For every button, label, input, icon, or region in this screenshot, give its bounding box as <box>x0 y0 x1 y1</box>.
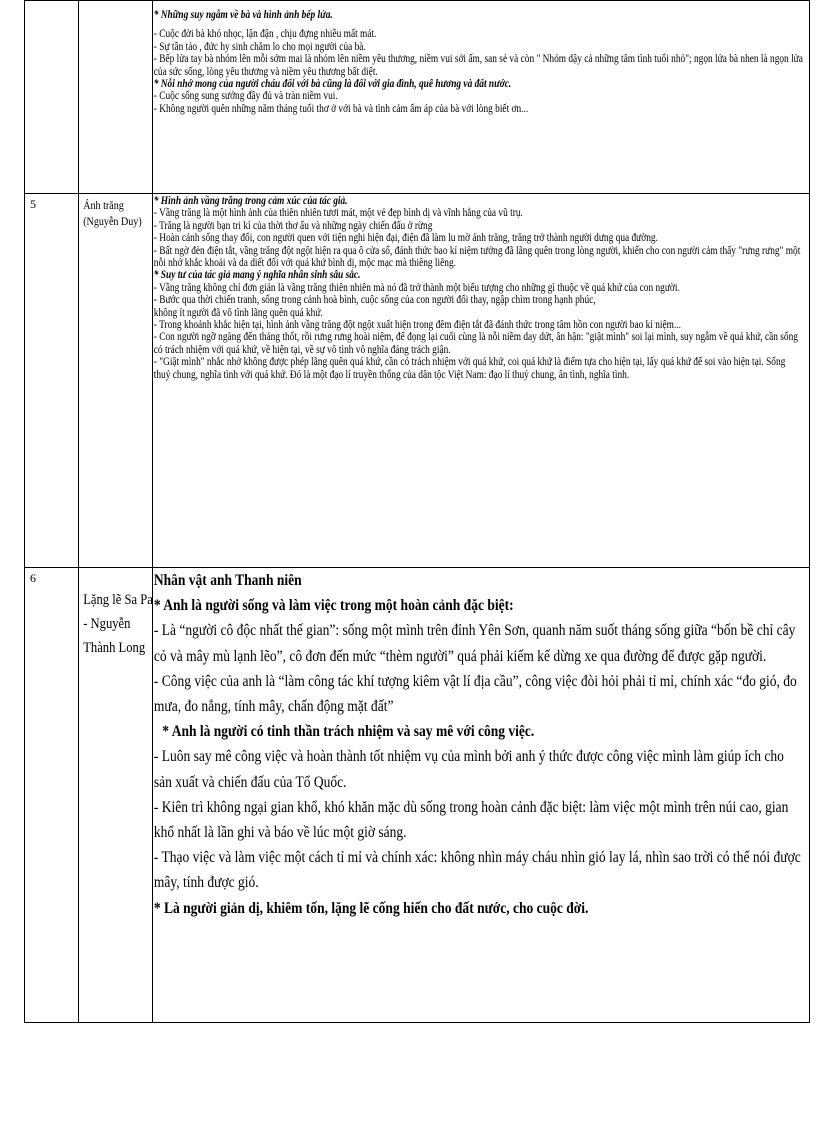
content-block <box>153 1 804 114</box>
literature-table <box>24 0 810 1023</box>
content-heading: * Anh là người sống và làm việc trong một hoàn cảnh đặc biệt: <box>154 597 514 615</box>
content-cell <box>153 194 810 568</box>
work-title-cell: Lặng lẽ Sa Pa - Nguyễn Thành Long <box>79 568 153 1023</box>
content-line: - Thạo việc và làm việc một cách tỉ mỉ và chính xác: không nhìn máy cháu nhìn gió lay lá, nhìn sao trời có thể nói được mây, tính được gió. <box>154 849 801 892</box>
work-title-cell: Ánh trăng (Nguyễn Duy) <box>79 194 153 568</box>
content-line: - "Giật mình" nhắc nhở không được phép lãng quên quá khứ, cần có trách nhiệm với quá khứ, coi quá khứ là điểm tựa cho hiện tại, lấy quá khứ để soi vào hiện tại. Sống thuỷ chung, nghĩa tình với quá khứ. Đó là một đạo lí truyền thống của dân tộc Việt Nam: đạo lí thuỷ chung, ân tình, nghĩa tình. <box>153 354 786 381</box>
content-line: - Là “người cô độc nhất thế gian”: sống một mình trên đỉnh Yên Sơn, quanh năm suốt tháng sống giữa “bốn bề chỉ cây cỏ và mây mù lạnh lẽo”, cô đơn đến mức “thèm người” quá phải kiếm kế dừng xe qua đường để được gặp người. <box>154 622 796 665</box>
content-line: - Vầng trăng không chỉ đơn giản là vầng trăng thiên nhiên mà nó đã trở thành một biểu tượng cho những gì thuộc về quá khứ của con người. <box>153 279 680 294</box>
content-heading: * Nỗi nhớ mong của người cháu đối với bà cũng là đối với gia đình, quê hương và đất nước. <box>153 76 512 91</box>
content-heading: * Hình ảnh vầng trăng trong cảm xúc của tác giả. <box>153 193 348 207</box>
content-line: - Kiên trì không ngại gian khổ, khó khăn mặc dù sống trong hoàn cảnh đặc biệt: làm việc một mình trên núi cao, gian khổ nhất là lần ghi và báo về lúc một giờ sáng. <box>154 798 789 842</box>
content-line: - Trăng là người bạn tri kỉ của thời thơ ấu và những ngày chiến đấu ở rừng <box>153 217 433 232</box>
content-heading: Nhân vật anh Thanh niên <box>154 572 302 589</box>
table-row <box>25 1 810 194</box>
content-line: - Cuộc đời bà khó nhọc, lận đận , chịu đựng nhiều mất mát. <box>153 26 377 41</box>
content-line: - Hoàn cảnh sống thay đổi, con người quen với tiện nghi hiện đại, điện đã làm lu mờ ánh trăng, trăng trở thành người dưng qua đường. <box>153 230 659 245</box>
content-line: không ít người đã vô tình lãng quên quá khứ. <box>153 304 323 319</box>
content-line: - Cuộc sống sung sướng đầy đủ và tràn niềm vui. <box>153 88 338 103</box>
content-heading: * Những suy ngẫm về bà và hình ảnh bếp lửa. <box>153 7 333 21</box>
content-line: - Không người quên những năm tháng tuổi thơ ở với bà và tình cảm ấm áp của bà với lòng biết ơn... <box>153 100 529 115</box>
content-block <box>153 568 804 921</box>
content-line: - Sự tần tảo , đức hy sinh chăm lo cho mọi người của bà. <box>153 38 366 53</box>
row-number-cell: 6 <box>25 568 79 1023</box>
content-heading: * Là người giản dị, khiêm tốn, lặng lẽ cống hiến cho đất nước, cho cuộc đời. <box>154 899 589 917</box>
content-line: - Bất ngờ đèn điện tắt, vầng trăng đột ngột hiện ra qua ô cửa sổ, đánh thức bao kỉ niệm tưởng đã lãng quên trong lòng người, khiến cho con người cảm thấy "rưng rưng" một nỗi nhớ khắc khoải và da diết đối với quá khứ bình dị, mộc mạc mà thiêng liêng. <box>153 242 801 270</box>
row-number-cell: 5 <box>25 194 79 568</box>
table-row <box>25 194 810 568</box>
content-heading: * Anh là người có tinh thần trách nhiệm và say mê với công việc. <box>162 723 535 741</box>
table-row <box>25 568 810 1023</box>
content-line: - Công việc của anh là “làm công tác khí tượng kiêm vật lí địa cầu”, công việc đòi hỏi phải tỉ mỉ, chính xác “đo gió, đo mưa, đo nắng, tính mây, chấn động mặt đất” <box>154 672 797 716</box>
content-line: - Bếp lửa tay bà nhóm lên mỗi sớm mai là nhóm lên niềm yêu thương, niềm vui sởi ấm, san sẻ và còn " Nhóm dậy cả những tâm tình tuổi nhỏ"; ngọn lửa bà nhen là ngọn lửa của sức sống, lòng yêu thương và niềm yêu thương bất diệt. <box>153 51 804 78</box>
row-number-cell <box>25 1 79 194</box>
content-line: - Con người ngỡ ngàng đến thảng thốt, rồi rưng rưng hoài niệm, để đọng lại cuối cùng là nỗi niềm day dứt, ân hận: "giật mình" soi lại mình, suy ngẫm về quá khứ, cần sống có trách nhiệm với quá khứ, về hiện tại, về sự vô tình vô nghĩa đáng trách giận. <box>153 329 799 356</box>
content-line: - Bước qua thời chiến tranh, sống trong cảnh hoà bình, cuộc sống của con người đổi thay, ngập chìm trong hạnh phúc, <box>153 292 596 307</box>
content-line: - Trong khoảnh khắc hiện tại, hình ảnh vầng trăng đột ngột xuất hiện trong đêm điện tắt đã đánh thức trong tâm hồn con người bao kỉ niệm... <box>153 317 682 332</box>
content-block <box>153 194 804 380</box>
content-cell <box>153 1 810 194</box>
content-cell <box>153 568 810 1023</box>
content-heading: * Suy tư của tác giả mang ý nghĩa nhân sinh sâu sắc. <box>153 267 361 282</box>
content-line: - Luôn say mê công việc và hoàn thành tốt nhiệm vụ của mình bởi anh ý thức được công việc mình làm giúp ích cho sản xuất và chiến đấu của Tổ Quốc. <box>154 748 785 791</box>
work-title-cell <box>79 1 153 194</box>
content-line: - Vầng trăng là một hình ảnh của thiên nhiên tươi mát, một vẻ đẹp bình dị và vĩnh hằng của vũ trụ. <box>153 205 524 220</box>
